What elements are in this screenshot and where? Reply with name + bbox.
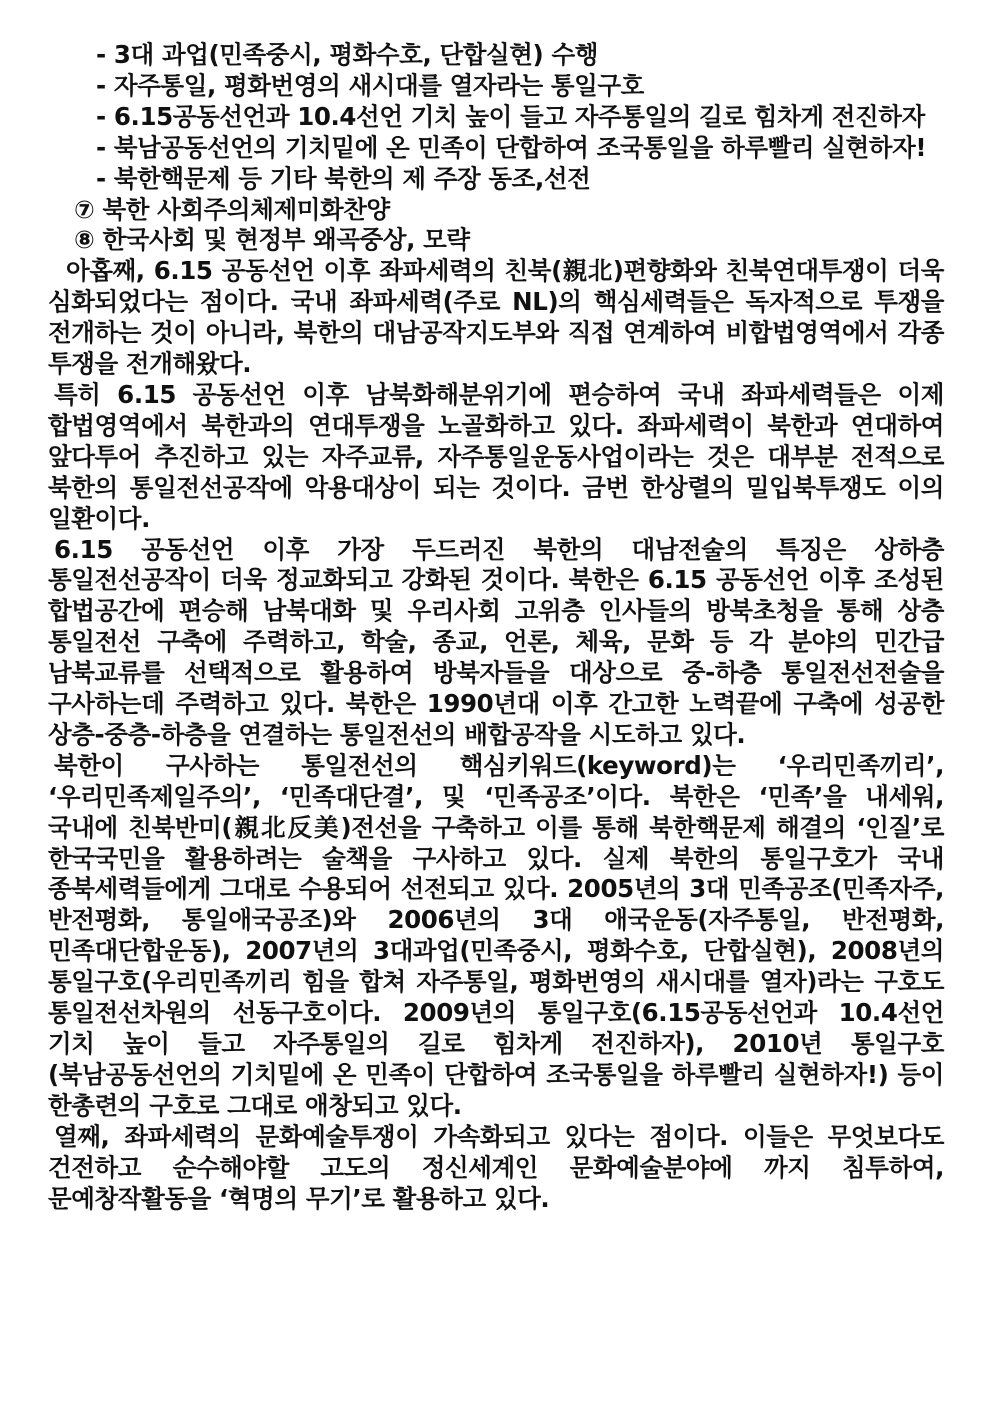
list-item-three-tasks: - 3대 과업(민족중시, 평화수호, 단합실현) 수행 (96, 40, 599, 69)
document-page (48, 40, 944, 1214)
paragraph-tenth: 열째, 좌파세력의 문화예술투쟁이 가속화되고 있다는 점이다. 이들은 무엇보다도 건전하고 순수해야할 고도의 정신세계인 문화예술분야에 까지 침투하여, 문예창작활동을 ‘혁명의 무기’로 활용하고 있다. (48, 1121, 944, 1213)
paragraph-ninth: 아홉째, 6.15 공동선언 이후 좌파세력의 친북(親北)편향화와 친북연대투쟁이 더욱 심화되었다는 점이다. 국내 좌파세력(주로 NL)의 핵심세력들은 독자적으로 투쟁을 전개하는 것이 아니라, 북한의 대남공작지도부와 직접 연계하여 비합법영역에서 각종 투쟁을 전개해왔다. (48, 256, 944, 379)
paragraph-tactics: 6.15 공동선언 이후 가장 두드러진 북한의 대남전술의 특징은 상하층 통일전선공작이 더욱 정교화되고 강화된 것이다. 북한은 6.15 공동선언 이후 조성된 합법공간에 편승해 남북대화 및 우리사회 고위층 인사들의 방북초청을 통해 상층 통일전선 구축에 주력하고, 학술, 종교, 언론, 체육, 문화 등 각 분야의 민간급 남북교류를 선택적으로 활용하여 방북자들을 대상으로 중-하층 통일전선전술을 구사하는데 주력하고 있다. 북한은 1990년대 이후 간고한 노력끝에 구축에 성공한 상층-중층-하층을 연결하는 통일전선의 배합공작을 시도하고 있다. (48, 534, 944, 749)
list-item-circle-8: ⑧ 한국사회 및 현정부 왜곡중상, 모략 (74, 225, 470, 255)
list-item-slogan-2010: - 북남공동선언의 기치밑에 온 민족이 단합하여 조국통일을 하루빨리 실현하자! (96, 132, 927, 162)
list-item-slogan: - 자주통일, 평화번영의 새시대를 열자라는 통일구호 (96, 70, 644, 100)
paragraph-keywords: 북한이 구사하는 통일전선의 핵심키워드(keyword)는 ‘우리민족끼리’, ‘우리민족제일주의’, ‘민족대단결’, 및 ‘민족공조’이다. 북한은 ‘민족’을 내세워, 국내에 친북반미(親北反美)전선을 구축하고 이를 통해 북한핵문제 해결의 ‘인질’로 한국국민을 활용하려는 술책을 구사하고 있다. 실제 북한의 통일구호가 국내 종북세력들에게 그대로 수용되어 선전되고 있다. 2005년의 3대 민족공조(민족자주, 반전평화, 통일애국공조)와 2006년의 3대 애국운동(자주통일, 반전평화, 민족대단합운동), 2007년의 3대과업(민족중시, 평화수호, 단합실현), 2008년의 통일구호(우리민족끼리 힘을 합쳐 자주통일, 평화번영의 새시대를 열자)라는 구호도 통일전선차원의 선동구호이다. 2009년의 통일구호(6.15공동선언과 10.4선언 기치 높이 들고 자주통일의 길로 힘차게 전진하자), 2010년 통일구호(북남공동선언의 기치밑에 온 민족이 단합하여 조국통일을 하루빨리 실현하자!) 등이 한총련의 구호로 그대로 애창되고 있다. (48, 750, 944, 1120)
paragraph-especially: 특히 6.15 공동선언 이후 남북화해분위기에 편승하여 국내 좌파세력들은 이제 합법영역에서 북한과의 연대투쟁을 노골화하고 있다. 좌파세력이 북한과 연대하여 앞다투어 추진하고 있는 자주교류, 자주통일운동사업이라는 것은 대부분 전적으로 북한의 통일전선공작에 악용대상이 되는 것이다. 금번 한상렬의 밀입북투쟁도 이의 일환이다. (48, 379, 944, 533)
list-item-circle-7: ⑦ 북한 사회주의체제미화찬양 (74, 194, 390, 224)
list-item-nuclear: - 북한핵문제 등 기타 북한의 제 주장 동조,선전 (96, 163, 591, 193)
list-item-slogan-2009: - 6.15공동선언과 10.4선언 기치 높이 들고 자주통일의 길로 힘차게 전진하자 (96, 101, 925, 131)
